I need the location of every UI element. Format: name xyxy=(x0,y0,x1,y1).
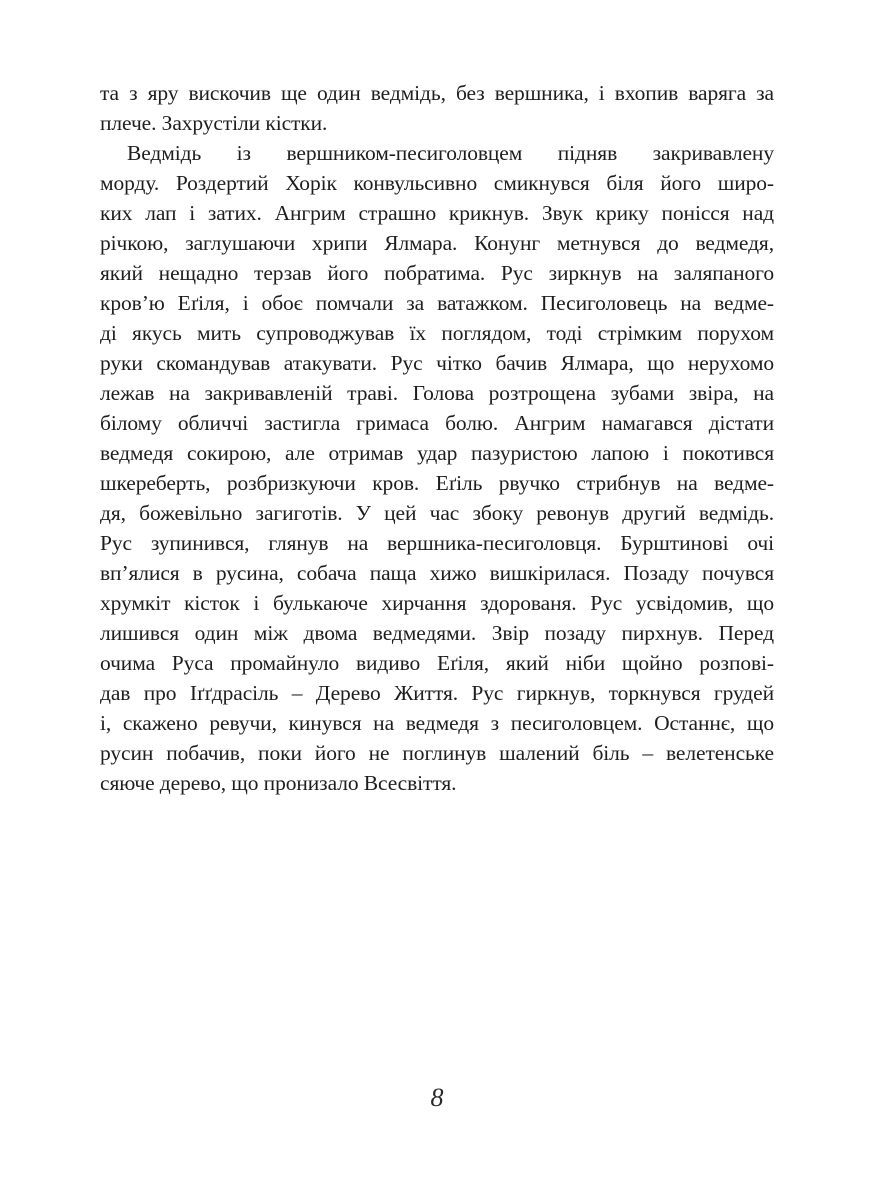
text-line: річкою, заглушаючи хрипи Ялмара. Конунг метнувся до ведмедя, xyxy=(100,231,774,255)
text-line: сяюче дерево, що пронизало Всесвіття. xyxy=(100,771,457,795)
paragraph xyxy=(100,138,774,798)
text-line: дя, божевільно загиготів. У цей час збоку ревонув другий ведмідь. xyxy=(100,501,774,525)
page-number: 8 xyxy=(430,1083,444,1112)
text-line: хрумкіт кісток і булькаюче хирчання здорованя. Рус усвідомив, що xyxy=(100,591,774,615)
text-line: очима Руса промайнуло видиво Еґіля, який ніби щойно розпові- xyxy=(100,651,774,675)
text-line: плече. Захрустіли кістки. xyxy=(100,111,328,135)
text-line: ді якусь мить супроводжував їх поглядом, тоді стрімким порухом xyxy=(100,321,774,345)
text-line: який нещадно терзав його побратима. Рус зиркнув на заляпаного xyxy=(100,261,774,285)
text-line: руки скомандував атакувати. Рус чітко бачив Ялмара, що нерухомо xyxy=(100,351,774,375)
text-line: дав про Іґґдрасіль – Дерево Життя. Рус гиркнув, торкнувся грудей xyxy=(100,681,774,705)
text-line: русин побачив, поки його не поглинув шалений біль – велетенське xyxy=(100,741,774,765)
text-line: Ведмідь із вершником-песиголовцем підняв закривавлену xyxy=(127,141,774,165)
text-line: шкереберть, розбризкуючи кров. Еґіль рвучко стрибнув на ведме- xyxy=(100,471,774,495)
text-line: вп’ялися в русина, собача паща хижо вишкірилася. Позаду почувся xyxy=(100,561,774,585)
text-line: та з яру вискочив ще один ведмідь, без вершника, і вхопив варяга за xyxy=(100,81,774,105)
text-line: лишився один між двома ведмедями. Звір позаду пирхнув. Перед xyxy=(100,621,774,645)
text-line: білому обличчі застигла гримаса болю. Ангрим намагався дістати xyxy=(100,411,774,435)
text-line: і, скажено ревучи, кинувся на ведмедя з песиголовцем. Останнє, що xyxy=(100,711,774,735)
text-line: Рус зупинився, глянув на вершника-песиголовця. Бурштинові очі xyxy=(100,531,774,555)
text-line: ких лап і затих. Ангрим страшно крикнув. Звук крику понісся над xyxy=(100,201,774,225)
page-text xyxy=(100,78,774,798)
paragraph xyxy=(100,78,774,138)
text-line: кров’ю Еґіля, і обоє помчали за ватажком. Песиголовець на ведме- xyxy=(100,291,774,315)
text-line: морду. Роздертий Хорік конвульсивно смикнувся біля його широ- xyxy=(100,171,774,195)
text-line: ведмедя сокирою, але отримав удар пазуристою лапою і покотився xyxy=(100,441,774,465)
text-line: лежав на закривавленій траві. Голова розтрощена зубами звіра, на xyxy=(100,381,774,405)
